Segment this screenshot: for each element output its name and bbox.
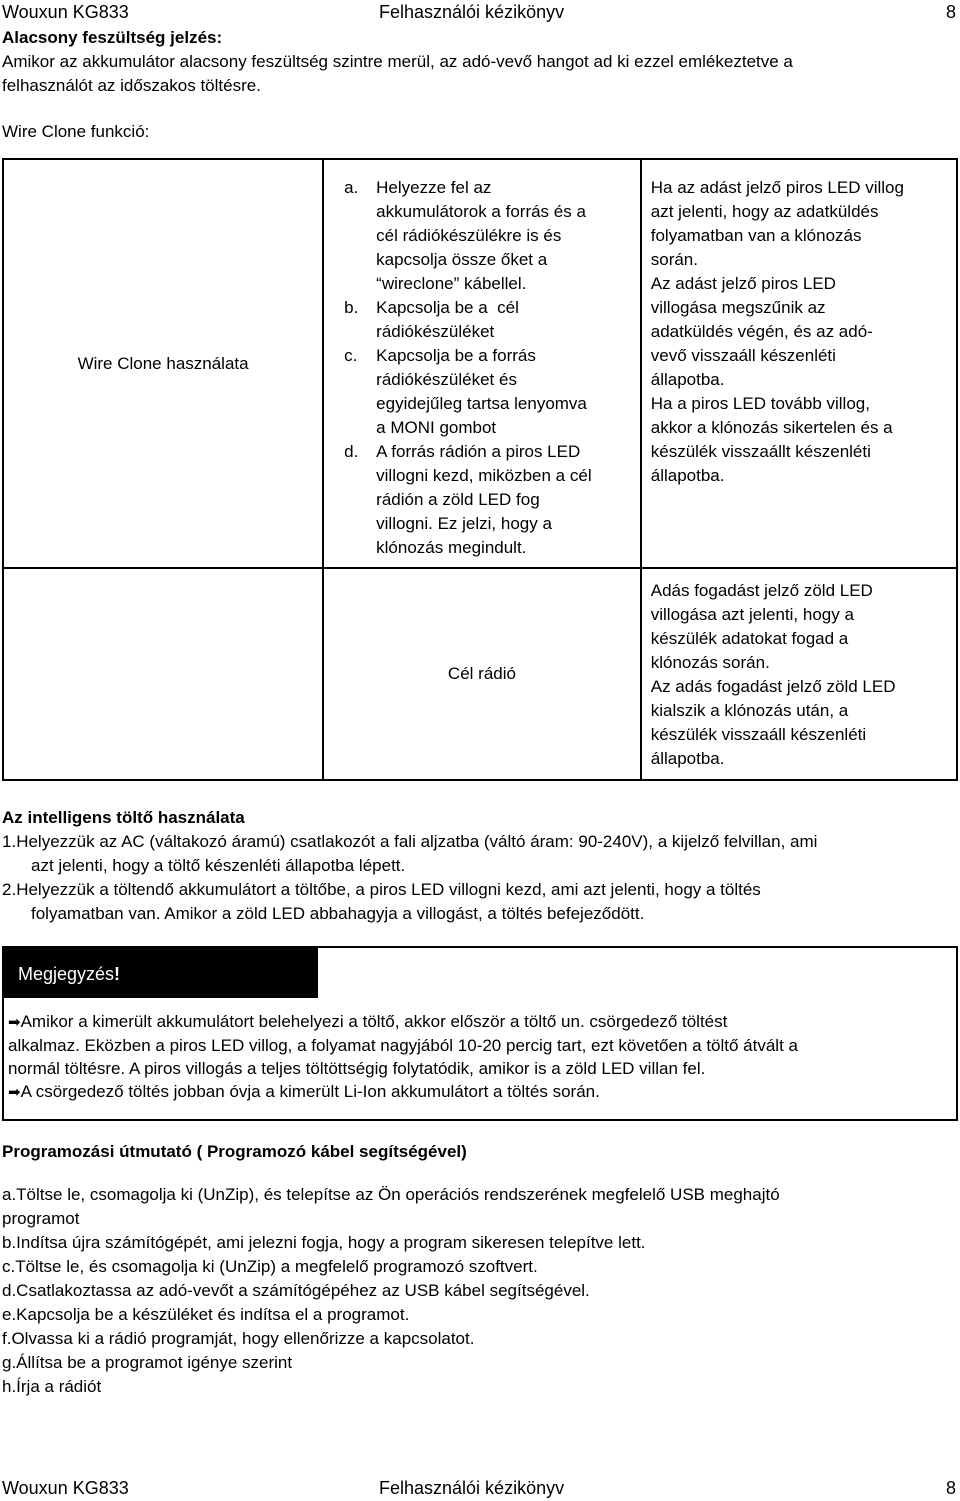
header-model: Wouxun KG833 [2,2,129,22]
note-body: ➡Amikor a kimerült akkumulátort belehelyezi a töltő, akkor először a töltő un. csörgedező töltést alkalmaz. Eközben a piros LED villog, a folyamat nagyjából 10-20 percig tart, ezt követően a töltő átvált a normál töltésre. A piros villogás a teljes töltöttségig folytatódik, amikor is a zöld LED villan fel. ➡A csörgedező töltés jobban óvja a kimerült Li-Ion akkumulátort a töltés során. [8,1012,798,1101]
programming-step: g.Állítsa be a programot igénye szerint [2,1353,293,1372]
target-radio-label: Cél rádió [323,568,641,780]
programming-step: a.Töltse le, csomagolja ki (UnZip), és telepítse az Ön operációs rendszerének megfelelő USB meghajtó [2,1185,780,1204]
programming-step: programot [2,1209,80,1228]
footer-page-number: 8 [946,1478,957,1498]
wire-clone-heading: Wire Clone funkció: [2,122,150,141]
programming-step: f.Olvassa ki a rádió programját, hogy ellenőrizze a kapcsolatot. [2,1329,475,1348]
programming-step: d.Csatlakoztassa az adó-vevőt a számítógépéhez az USB kábel segítségével. [2,1281,590,1300]
step-b: b. Kapcsolja be a cél rádiókészüléket [344,298,519,341]
charger-item-2: 2.Helyezzük a töltendő akkumulátort a töltőbe, a piros LED villogni kezd, ami azt jelenti, hogy a töltés folyamatban van. Amikor a zöld LED abbahagyja a villogást, a töltés befejeződött. [2,880,761,923]
step-d: d. A forrás rádión a piros LED villogni kezd, miközben a cél rádión a zöld LED fog villogni. Ez jelzi, hogy a klónozás megindult. [344,442,592,557]
low-voltage-heading: Alacsony feszültség jelzés: [2,28,223,47]
note-box [2,946,958,1121]
note-title: Megjegyzés! [4,948,318,998]
programming-step: c.Töltse le, és csomagolja ki (UnZip) a megfelelő programozó szoftvert. [2,1257,538,1276]
charger-item-1: 1.Helyezzük az AC (váltakozó áramú) csatlakozót a fali aljzatba (váltó áram: 90-240V), a kijelző felvillan, ami azt jelenti, hogy a töltő készenléti állapotba lépett. [2,832,818,875]
table-row [3,159,957,568]
programming-step: e.Kapcsolja be a készüléket és indítsa el a programot. [2,1305,410,1324]
low-voltage-line: Amikor az akkumulátor alacsony feszültség szintre merül, az adó-vevő hangot ad ki ezzel emlékeztetve a [2,52,793,71]
header-doc-title: Felhasználói kézikönyv [379,2,565,22]
footer-model: Wouxun KG833 [2,1478,129,1498]
wire-clone-empty-cell [3,568,323,780]
step-a: a. Helyezze fel az akkumulátorok a forrás és a cél rádiókészülékre is és kapcsolja össze őket a “wireclone” kábellel. [344,178,586,293]
header-page-number: 8 [946,2,957,22]
arrow-right-icon: ➡ [8,1084,21,1101]
wire-clone-source-desc: Ha az adást jelző piros LED villog azt jelenti, hogy az adatküldés folyamatban van a klónozás során. Az adást jelző piros LED villogása megszűnik az adatküldés végén, és az adó- vevő visszaáll készenléti állapotba. Ha a piros LED tovább villog, akkor a klónozás sikertelen és a készülék visszaállt készenléti állapotba. [641,159,957,568]
wire-clone-steps-cell [323,159,641,568]
step-c: c. Kapcsolja be a forrás rádiókészüléket és egyidejűleg tartsa lenyomva a MONI gombot [344,346,587,437]
exclamation-icon: ! [114,964,121,984]
programming-heading: Programozási útmutató ( Programozó kábel segítségével) [2,1142,467,1161]
table-row [3,568,957,780]
wire-clone-table [2,158,958,781]
footer-doc-title: Felhasználói kézikönyv [379,1478,565,1498]
arrow-right-icon: ➡ [8,1014,21,1031]
wire-clone-usage-label: Wire Clone használata [3,159,323,568]
low-voltage-line: felhasználót az időszakos töltésre. [2,76,261,95]
wire-clone-target-desc: Adás fogadást jelző zöld LED villogása azt jelenti, hogy a készülék adatokat fogad a klónozás során. Az adás fogadást jelző zöld LED kialszik a klónozás után, a készülék visszaáll készenléti állapotba. [641,568,957,780]
programming-step: b.Indítsa újra számítógépét, ami jelezni fogja, hogy a program sikeresen telepítve lett. [2,1233,646,1252]
charger-heading: Az intelligens töltő használata [2,808,245,827]
programming-step: h.Írja a rádiót [2,1377,102,1396]
